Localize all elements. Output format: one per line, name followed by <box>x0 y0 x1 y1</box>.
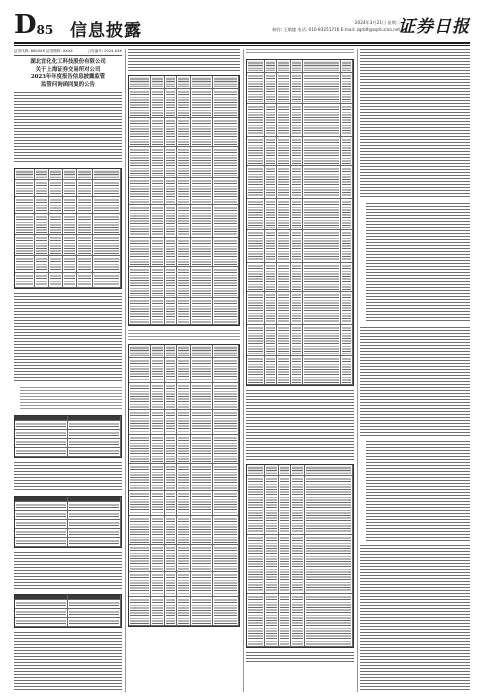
body-text <box>360 545 470 692</box>
notice-title-line: 监管问询函回复的公告 <box>41 81 95 88</box>
body-text <box>366 203 470 323</box>
masthead <box>14 10 470 42</box>
body-text <box>14 632 122 692</box>
column-2 <box>128 49 240 692</box>
notice-number: 公告编号: 2024-XXX <box>87 49 122 53</box>
column-divider <box>125 49 126 692</box>
body-text <box>14 552 122 590</box>
masthead-rule <box>14 42 470 44</box>
notice-title-line: 关于上海证券交易所对公司 <box>35 66 101 73</box>
table-caption <box>128 330 240 340</box>
notice-title-line: 湖北宜化化工科技股份有限公司 <box>30 59 106 65</box>
page-number: 85 <box>36 23 54 37</box>
data-table <box>14 496 122 548</box>
notice-title <box>14 59 122 89</box>
issue-info <box>272 19 400 33</box>
data-table <box>128 344 240 627</box>
body-text <box>14 293 122 383</box>
masthead-rule-thin <box>14 45 470 46</box>
body-text <box>366 441 470 541</box>
data-table <box>14 415 122 458</box>
table-caption <box>246 49 354 55</box>
body-text <box>360 327 470 437</box>
body-text <box>20 387 122 411</box>
body-text <box>128 49 240 71</box>
paper-logo: 证券日报 <box>398 17 470 37</box>
data-table <box>14 168 122 289</box>
body-text <box>360 49 470 199</box>
column-1 <box>14 49 122 692</box>
column-divider <box>357 49 358 692</box>
issue-date: 2024年3月21日 星期二 <box>354 20 400 25</box>
stock-code: 证券代码: 600XXX 证券简称: XXXX <box>14 49 73 53</box>
data-table <box>246 464 354 648</box>
section-title: 信息披露 <box>70 21 142 41</box>
column-3 <box>246 49 354 692</box>
column-4 <box>360 49 470 692</box>
data-table <box>128 75 240 326</box>
data-table <box>14 594 122 628</box>
column-divider <box>243 49 244 692</box>
notice-title-line: 2023年年度报告信息披露监管 <box>30 74 106 81</box>
notice-header <box>14 49 122 56</box>
body-text <box>246 652 354 664</box>
data-table <box>246 59 354 386</box>
editor-line: 制作: 王敏捷 电话: 010-83251716 E-mail: zqrb9@zqrb.sina.net <box>272 27 400 32</box>
page-letter: D <box>14 10 36 40</box>
body-text <box>14 92 122 164</box>
body-text <box>246 390 354 460</box>
page-code <box>14 12 53 38</box>
body-text <box>14 462 122 492</box>
